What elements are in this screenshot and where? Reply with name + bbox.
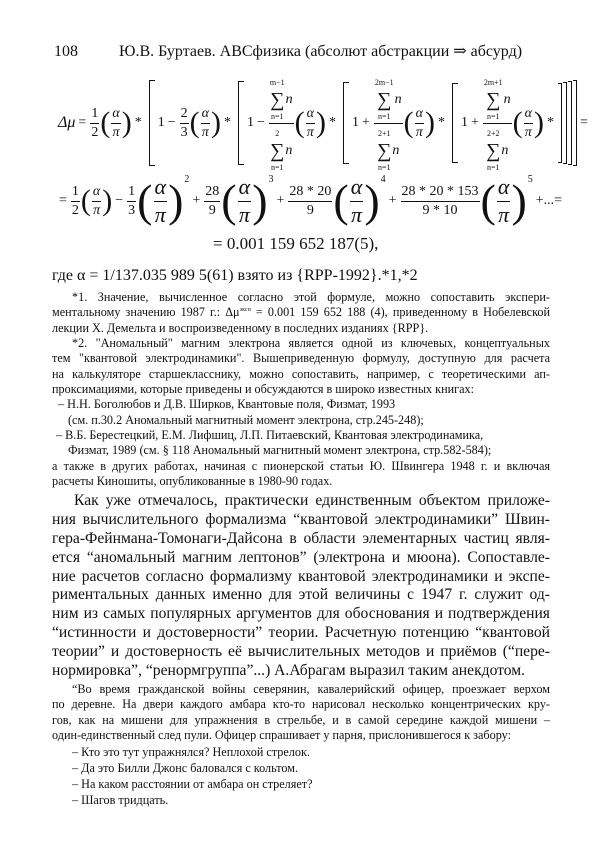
times-sign: *	[437, 115, 445, 131]
power: 3	[268, 174, 274, 185]
numerator: 1	[90, 105, 99, 124]
dialogue-line: – Шагов тридцать.	[72, 793, 169, 807]
numerator: 28 * 20 * 153	[401, 183, 480, 202]
alpha: α	[415, 105, 424, 124]
footnotes-line: (см. п.30.2 Аномальный магнитный момент электрона, стр.245-248);	[68, 412, 424, 427]
equals-sign: =	[579, 115, 588, 131]
sum-lower-limit: n=1	[486, 162, 500, 172]
dialogue-line: – На каком расстоянии от амбара он стреляет?	[72, 777, 313, 791]
left-paren: (	[480, 175, 496, 227]
main-paragraph	[52, 492, 550, 681]
alpha-over-pi	[81, 183, 112, 219]
term-sign: +	[192, 193, 201, 209]
anecdote-line: гов, как на мишени для упражнения в стрельбе, и в самой середине каждой мишени –	[52, 712, 550, 727]
alpha-over-pi	[221, 173, 267, 228]
close-bracket	[573, 80, 577, 166]
times-sign: *	[223, 115, 231, 131]
times-sign: *	[328, 115, 336, 131]
open-bracket	[238, 81, 244, 165]
main-paragraph-line: ним из самых популярных аргументов для обоснования и подтверждения	[52, 605, 550, 623]
summand: n	[503, 92, 511, 108]
footnotes-line: *1. Значение, вычисленное согласно этой формуле, можно сопоставить экспери-	[72, 290, 550, 304]
open-bracket	[149, 80, 155, 166]
left-paren: (	[137, 175, 153, 227]
sum-upper-limit: 2m−1	[374, 77, 394, 87]
alpha-over-pi	[295, 105, 326, 141]
equals-sign: =	[78, 115, 87, 131]
line-after: = 0.001 159 652 188 (4), приведенному в Нобелевской	[250, 305, 550, 320]
sum-ratio-3	[483, 73, 512, 174]
numerator: 1	[127, 183, 136, 202]
footnotes-line: проксимациями, которые приведены и обсуждаются в широко известных книгах:	[52, 381, 475, 396]
one: 1	[351, 115, 359, 131]
sum-upper-limit: 2+1	[377, 128, 391, 138]
minus-sign: −	[167, 115, 176, 131]
one: 1	[157, 115, 165, 131]
main-paragraph-line: ется “аномальный магним лептонов” (электрона и мюона). Сопоставле-	[52, 548, 550, 566]
term-coefficient	[127, 183, 136, 219]
footnotes-line: – В.Б. Берестецкий, Е.М. Лифшиц, Л.П. Питаевский, Квантовая электродинамика,	[56, 427, 484, 442]
anecdote-line: “Во время гражданской войны северянин, кавалерийский офицер, проезжает верхом	[72, 682, 550, 696]
term-sign: =	[59, 193, 67, 209]
sum-lower-limit: n=1	[270, 112, 284, 122]
term-sign: −	[115, 193, 124, 209]
sum-lower-limit: n=1	[486, 112, 500, 122]
right-paren: )	[102, 184, 113, 217]
alpha-over-pi	[190, 105, 221, 141]
term-coefficient	[71, 183, 80, 219]
line-sup: эксп	[239, 307, 251, 314]
alpha-over-pi	[100, 105, 131, 141]
denominator: 3	[180, 124, 188, 140]
summand: n	[501, 143, 509, 159]
denominator: 3	[128, 202, 136, 218]
power: 2	[184, 174, 190, 185]
sum-upper-limit: m−1	[269, 77, 285, 87]
alpha: α	[201, 105, 210, 124]
page-number: 108	[54, 43, 78, 60]
sum-sign: ∑	[486, 139, 501, 162]
alpha: α	[92, 183, 101, 202]
term-sign: +	[388, 193, 397, 209]
footnotes-line: расчеты Киношиты, опубликованные в 1980-90 годах.	[52, 473, 333, 488]
right-paren: )	[121, 106, 132, 139]
minus-sign: −	[256, 115, 265, 131]
right-paren: )	[424, 106, 435, 139]
footnotes-line: лекции Х. Демельта и воспроизведенному в последних изданиях {RPP}.	[52, 320, 429, 335]
footnotes	[52, 290, 550, 489]
sum-sign: ∑	[270, 139, 285, 162]
pi: π	[498, 201, 510, 227]
line-before: ментальному значению 1987 г.: Δμ	[52, 305, 240, 320]
summand: n	[285, 92, 293, 108]
main-paragraph-line: риментальных данных именно для этой величины с 1947 г. служит од-	[52, 586, 550, 604]
running-title: Ю.В. Буртаев. ABCфизика (абсолют абстракции ⇒ абсурд)	[119, 43, 523, 60]
right-paren: )	[168, 175, 184, 227]
alpha: α	[497, 174, 511, 201]
numerator: 28 * 20	[288, 183, 332, 202]
main-paragraph-line: ние расчетов согласно формализму квантовой электродинамики и экспе-	[52, 567, 550, 585]
alpha: α	[524, 105, 533, 124]
sum-ratio-2	[374, 73, 403, 174]
right-paren: )	[252, 175, 268, 227]
left-paren: (	[333, 175, 349, 227]
coefficient-one-half	[90, 105, 99, 141]
main-paragraph-line: Как уже отмечалось, практически единственным объектом приложе-	[74, 492, 550, 509]
main-paragraph-line: гера-Фейнмана-Томонаги-Дайсона в области элементарных частиц явля-	[52, 529, 550, 547]
dialogue-line: – Кто это тут упражнялся? Неплохой стрелок.	[72, 745, 310, 759]
left-paren: (	[100, 106, 111, 139]
sum-upper-limit: 2+2	[486, 128, 500, 138]
summand: n	[392, 143, 400, 159]
denominator: 2	[71, 202, 79, 218]
power: 4	[380, 174, 386, 185]
left-paren: (	[189, 106, 200, 139]
main-paragraph-line: “истинности и достоверности” теории. Расчетную потенцию “квантовой	[52, 624, 550, 642]
pi: π	[524, 124, 532, 140]
sum-sign: ∑	[377, 139, 392, 162]
footnotes-line	[52, 305, 550, 320]
right-paren: )	[511, 175, 527, 227]
left-paren: (	[403, 106, 414, 139]
main-paragraph-line: ния вычислительного формализма “квантовой электродинамики” Швин-	[52, 510, 550, 528]
numerator: 28	[204, 183, 220, 202]
series-tail: +...=	[535, 193, 563, 209]
dialogue-line: – Да это Билли Джонс баловался с кольтом.	[72, 761, 299, 775]
right-paren: )	[533, 106, 544, 139]
alpha: α	[154, 174, 168, 201]
formula-nested	[58, 77, 591, 172]
numerator: 1	[71, 183, 80, 202]
left-paren: (	[221, 175, 237, 227]
plus-sign: +	[361, 115, 370, 131]
denominator: 9 * 10	[422, 202, 458, 218]
pi: π	[112, 124, 120, 140]
denominator: 2	[91, 124, 99, 140]
alpha-over-pi	[137, 173, 183, 228]
alpha-over-pi	[481, 173, 527, 228]
sum-upper-limit: 2	[275, 128, 280, 138]
close-bracket	[568, 81, 572, 165]
pi: π	[201, 124, 209, 140]
right-paren: )	[315, 106, 326, 139]
alpha: α	[350, 174, 364, 201]
alpha: α	[306, 105, 315, 124]
term-coefficient	[401, 183, 480, 219]
alpha-over-pi	[404, 105, 435, 141]
denominator: 9	[208, 202, 216, 218]
left-paren: (	[512, 106, 523, 139]
pi: π	[154, 201, 166, 227]
sum-upper-limit: 2m+1	[483, 77, 503, 87]
pi: π	[415, 124, 423, 140]
term-sign: +	[276, 193, 285, 209]
footnotes-line: Физмат, 1989 (см. § 118 Аномальный магнитный момент электрона, стр.582-584);	[68, 443, 492, 458]
right-paren: )	[364, 175, 380, 227]
footnotes-line: *2. "Аномальный" магним электрона является одной из ключевых, концептуальных	[72, 335, 550, 350]
term-coefficient	[204, 183, 220, 219]
open-bracket	[452, 83, 458, 163]
delta-mu: Δμ	[58, 114, 76, 131]
footnotes-line: – Н.Н. Боголюбов и Д.В. Ширков, Квантовые поля, Физмат, 1993	[58, 397, 396, 412]
alpha-definition: где α = 1/137.035 989 5(61) взято из {RPP-1992}.*1,*2	[52, 267, 418, 284]
footnotes-line: тем "квантовой электродинамики". Вышеприведенную формулу, доступную для расчета	[52, 351, 550, 366]
formula-expansion	[56, 172, 565, 230]
summand: n	[394, 92, 402, 108]
left-paren: (	[294, 106, 305, 139]
sum-lower-limit: n=1	[270, 162, 284, 172]
coefficient-two-thirds	[180, 105, 189, 141]
sum-sign: ∑	[270, 89, 285, 112]
footnotes-line: а также в других работах, начиная с пионерской статьи Ю. Швингера 1948 г. и включая	[52, 458, 550, 473]
main-paragraph-line: нормировка”, “ренормгруппа”...) А.Абрагам выразил таким анекдотом.	[52, 662, 526, 680]
power: 5	[527, 174, 533, 185]
sum-ratio-1	[269, 73, 294, 174]
one: 1	[246, 115, 254, 131]
main-paragraph-line: теории” и достоверность её вычислительных методов и приёмов (“пере-	[52, 643, 550, 661]
pi: π	[93, 202, 101, 218]
times-sign: *	[546, 115, 554, 131]
left-paren: (	[80, 184, 91, 217]
numerator: 2	[180, 105, 189, 124]
times-sign: *	[134, 115, 142, 131]
close-bracket	[563, 82, 567, 164]
anecdote-line: по деревне. На двери каждого амбара кто-то нарисовал несколько концентрических кру-	[52, 697, 550, 712]
right-paren: )	[210, 106, 221, 139]
anecdote-line: один-единственный след пули. Офицер спрашивает у парня, прислонившегося к забору:	[52, 727, 511, 742]
alpha-over-pi	[513, 105, 544, 141]
alpha-over-pi	[333, 173, 379, 228]
pi: π	[351, 201, 363, 227]
pi: π	[306, 124, 314, 140]
denominator: 9	[306, 202, 314, 218]
alpha: α	[238, 174, 252, 201]
one: 1	[460, 115, 468, 131]
plus-sign: +	[470, 115, 479, 131]
summand: n	[285, 143, 293, 159]
anecdote-paragraph	[52, 682, 550, 743]
term-coefficient	[288, 183, 332, 219]
sum-lower-limit: n=1	[377, 112, 391, 122]
formula-result: = 0.001 159 652 187(5),	[213, 234, 379, 253]
close-bracket	[558, 83, 562, 163]
pi: π	[238, 201, 250, 227]
sum-lower-limit: n=1	[377, 162, 391, 172]
dialogue	[52, 744, 550, 808]
sum-sign: ∑	[486, 89, 501, 112]
open-bracket	[343, 82, 349, 164]
alpha: α	[111, 105, 120, 124]
footnotes-line: на калькуляторе старшекласснику, можно сопоставить, например, с теоретическими ап-	[52, 366, 550, 381]
sum-sign: ∑	[377, 89, 392, 112]
